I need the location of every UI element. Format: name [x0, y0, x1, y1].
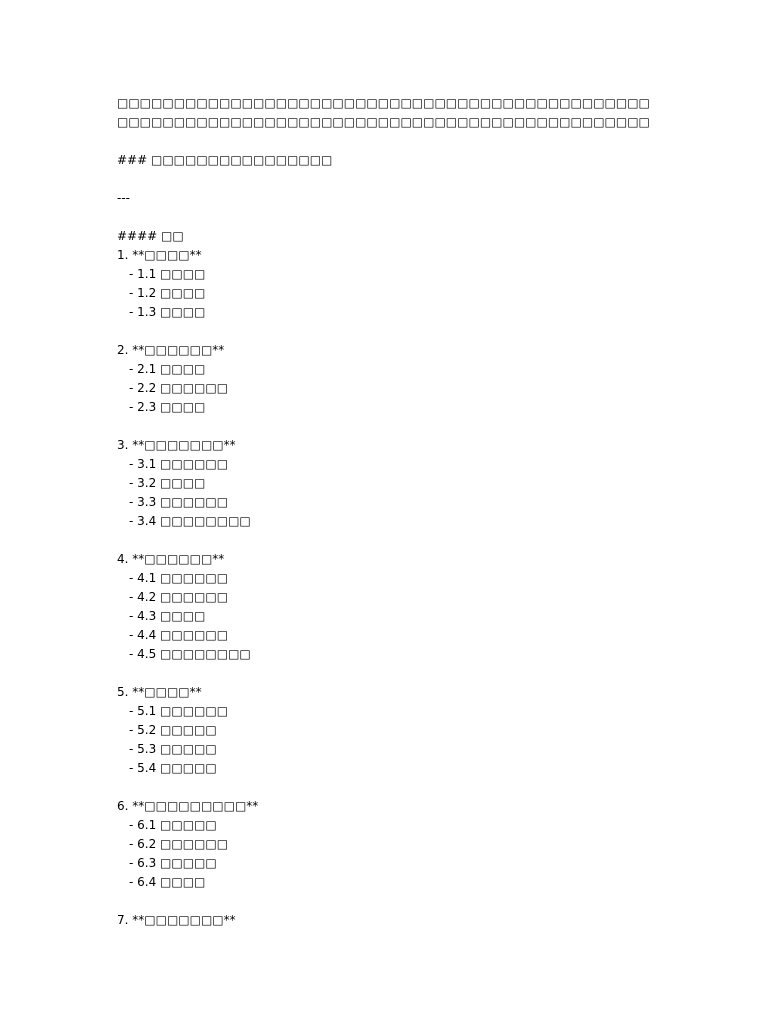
spacer [117, 208, 657, 227]
spacer [117, 892, 657, 911]
section-item: - 5.1 □□□□□□ [129, 704, 229, 718]
section-item: - 3.3 □□□□□□ [129, 495, 229, 509]
section-heading: 1. **□□□□** [117, 248, 202, 262]
section-item: - 6.2 □□□□□□ [129, 837, 229, 851]
section-item: - 1.2 □□□□ [129, 286, 206, 300]
section-item: - 2.1 □□□□ [129, 362, 206, 376]
section-item: - 6.3 □□□□□ [129, 856, 217, 870]
section-item: - 2.2 □□□□□□ [129, 381, 229, 395]
toc-heading: #### □□ [117, 229, 184, 243]
intro-paragraph: □□□□□□□□□□□□□□□□□□□□□□□□□□□□□□□□□□□□□□□□□□□□□□□□□□□□□□□□□□□□□□□□□□□□□□□□□□□□□□□□□□□□□□□□□□□□□□ [117, 96, 650, 129]
document-title: ### □□□□□□□□□□□□□□□□ [117, 153, 333, 167]
section-item: - 5.2 □□□□□ [129, 723, 217, 737]
section-item: - 3.4 □□□□□□□□ [129, 514, 251, 528]
section-item: - 6.4 □□□□ [129, 875, 206, 889]
spacer [117, 322, 657, 341]
section-item: - 4.4 □□□□□□ [129, 628, 229, 642]
section-item: - 5.3 □□□□□ [129, 742, 217, 756]
spacer [117, 778, 657, 797]
document-body [117, 94, 657, 930]
section-heading: 5. **□□□□** [117, 685, 202, 699]
section-item: - 4.5 □□□□□□□□ [129, 647, 251, 661]
section-item: - 3.1 □□□□□□ [129, 457, 229, 471]
section-item: - 1.1 □□□□ [129, 267, 206, 281]
section-heading: 2. **□□□□□□** [117, 343, 225, 357]
section-item: - 3.2 □□□□ [129, 476, 206, 490]
section-heading: 6. **□□□□□□□□□** [117, 799, 259, 813]
horizontal-rule: --- [117, 191, 130, 205]
section-heading: 3. **□□□□□□□** [117, 438, 236, 452]
spacer [117, 170, 657, 189]
section-item: - 5.4 □□□□□ [129, 761, 217, 775]
section-heading: 4. **□□□□□□** [117, 552, 225, 566]
section-item: - 4.3 □□□□ [129, 609, 206, 623]
spacer [117, 664, 657, 683]
section-item: - 4.2 □□□□□□ [129, 590, 229, 604]
section-item: - 2.3 □□□□ [129, 400, 206, 414]
spacer [117, 531, 657, 550]
spacer [117, 417, 657, 436]
section-item: - 4.1 □□□□□□ [129, 571, 229, 585]
section-item: - 1.3 □□□□ [129, 305, 206, 319]
spacer [117, 132, 657, 151]
section-heading: 7. **□□□□□□□** [117, 913, 236, 927]
section-item: - 6.1 □□□□□ [129, 818, 217, 832]
